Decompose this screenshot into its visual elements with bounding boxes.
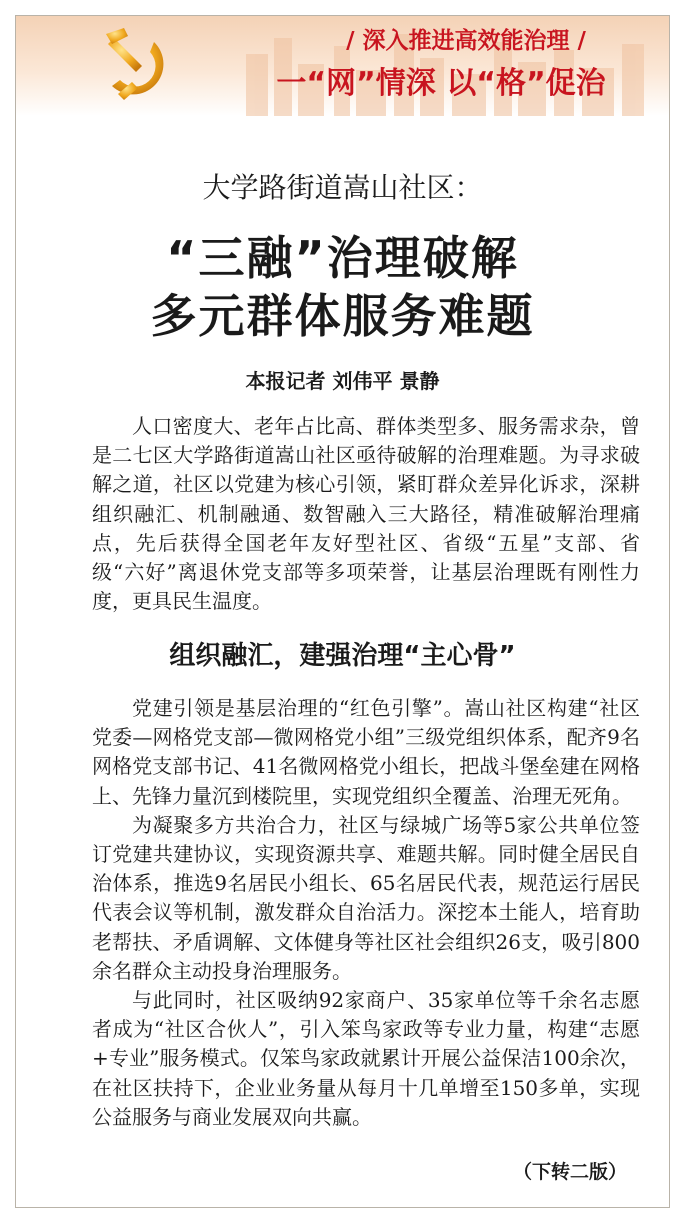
banner-title: 一“网”情深 以“格”促治 <box>276 66 606 101</box>
byline: 本报记者 刘伟平 景静 <box>245 369 440 393</box>
article-kicker: 大学路街道嵩山社区： <box>202 171 483 204</box>
section-heading: 组织融汇，建强治理“主心骨” <box>169 641 516 671</box>
paragraph: 党建引领是基层治理的“红色引擎”。嵩山社区构建“社区党委—网格党支部—微网格党小组”三级党组织体系，配齐9名网格党支部书记、41名微网格党小组长，把战斗堡垒建在网格上、先锋力量沉到楼院里，实现党组织全覆盖、治理无死角。 <box>92 696 640 808</box>
party-emblem-icon <box>84 24 194 114</box>
article-headline <box>16 229 669 345</box>
banner-subtitle: / 深入推进高效能治理 / <box>346 28 586 54</box>
continued-on-page-note: （下转二版） <box>512 1161 627 1183</box>
paragraph: 人口密度大、老年占比高、群体类型多、服务需求杂，曾是二七区大学路街道嵩山社区亟待破解的治理难题。为寻求破解之道，社区以党建为核心引领，紧盯群众差异化诉求，深耕组织融汇、机制融通、数智融入三大路径，精准破解治理痛点，先后获得全国老年友好型社区、省级“五星”支部、省级“六好”离退休党支部等多项荣誉，让基层治理既有刚性力度，更具民生温度。 <box>92 414 640 614</box>
headline-line: “三融”治理破解 <box>166 231 519 285</box>
paragraph: 与此同时，社区吸纳92家商户、35家单位等千余名志愿者成为“社区合伙人”，引入笨鸟家政等专业力量，构建“志愿+专业”服务模式。仅笨鸟家政就累计开展公益保洁100余次，在社区扶持下，企业业务量从每月十几单增至150多单，实现公益服务与商业发展双向共赢。 <box>92 988 640 1129</box>
newspaper-page <box>15 15 670 1208</box>
section-banner <box>16 16 669 116</box>
paragraph: 为凝聚多方共治合力，社区与绿城广场等5家公共单位签订党建共建协议，实现资源共享、难题共解。同时健全居民自治体系，推选9名居民小组长、65名居民代表，规范运行居民代表会议等机制，激发群众自治活力。深挖本土能人，培育助老帮扶、矛盾调解、文体健身等社区社会组织26支，吸引800余名群众主动投身治理服务。 <box>92 812 640 983</box>
headline-line: 多元群体服务难题 <box>150 289 535 343</box>
section-text <box>92 694 640 1132</box>
intro-text <box>92 412 640 616</box>
